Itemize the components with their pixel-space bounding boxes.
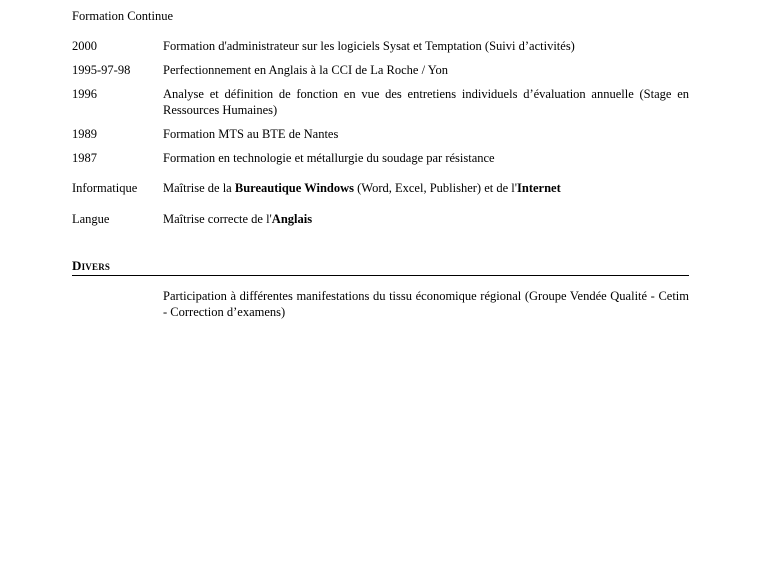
skill-highlight: Internet xyxy=(517,181,561,195)
divers-title: Divers xyxy=(72,258,111,273)
entry-year: 2000 xyxy=(72,39,97,53)
divers-section-header xyxy=(72,258,689,276)
entry-description: Formation en technologie et métallurgie du soudage par résistance xyxy=(163,151,495,165)
entry-year: 1987 xyxy=(72,151,97,165)
document-page xyxy=(72,0,689,571)
skill-highlight: Anglais xyxy=(271,212,313,226)
entry-description: Perfectionnement en Anglais à la CCI de La Roche / Yon xyxy=(163,63,449,77)
skill-label: Informatique xyxy=(72,181,138,195)
divers-description: Participation à différentes manifestations du tissu économique régional (Groupe Vendée Qualité - Cetim - Correction d’examens) xyxy=(163,289,689,319)
section-heading: Formation Continue xyxy=(72,9,174,23)
skill-text: Maîtrise correcte de l' xyxy=(163,212,272,226)
entry-year: 1996 xyxy=(72,87,97,101)
skill-highlight: Bureautique Windows xyxy=(234,181,354,195)
entry-description: Formation MTS au BTE de Nantes xyxy=(163,127,339,141)
skill-label: Langue xyxy=(72,212,110,226)
skill-text: (Word, Excel, Publisher) et de l' xyxy=(354,181,518,195)
entry-year: 1995-97-98 xyxy=(72,63,131,77)
entry-description: Formation d'administrateur sur les logiciels Sysat et Temptation (Suivi d’activités) xyxy=(163,39,575,53)
skill-description xyxy=(163,180,689,196)
entry-description: Analyse et définition de fonction en vue des entretiens individuels d’évaluation annuelle (Stage en Ressources Humaines) xyxy=(163,87,689,117)
entry-year: 1989 xyxy=(72,127,97,141)
skill-text: Maîtrise de la xyxy=(163,181,235,195)
skill-description xyxy=(163,211,689,227)
